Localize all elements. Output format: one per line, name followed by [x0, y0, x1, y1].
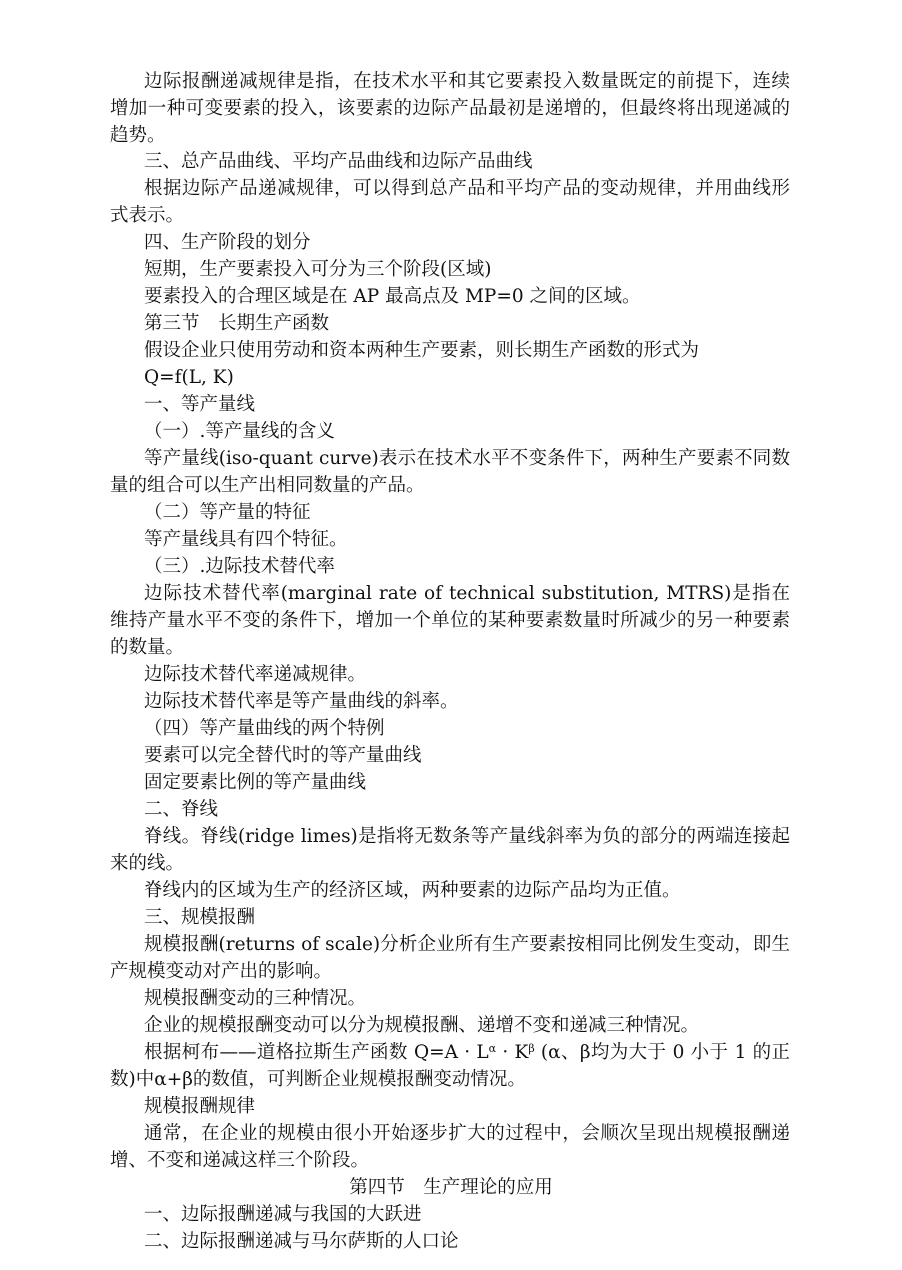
text-rational-region: 要素投入的合理区域是在 AP 最高点及 MP=0 之间的区域。	[144, 286, 641, 307]
text-three-cases: 规模报酬变动的三种情况。	[144, 988, 367, 1009]
alpha-exponent: α	[488, 1042, 497, 1055]
paragraph-cobb-douglas	[110, 1039, 790, 1093]
subheading-mrts: （三）.边际技术替代率	[144, 556, 335, 577]
paragraph-product-curves: 根据边际产品递减规律，可以得到总产品和平均产品的变动规律，并用曲线形式表示。	[110, 178, 790, 226]
heading-isoquant: 一、等产量线	[144, 394, 256, 415]
text-four-features: 等产量线具有四个特征。	[144, 529, 348, 550]
cobb-douglas-text-a: 根据柯布——道格拉斯生产函数 Q=A · L	[144, 1042, 489, 1063]
cobb-douglas-text-b: · K	[496, 1042, 529, 1063]
heading-section-four: 第四节 生产理论的应用	[349, 1177, 553, 1198]
formula-long-run-function: Q=f(L, K)	[144, 367, 234, 388]
paragraph-scale-law: 通常，在企业的规模由很小开始逐步扩大的过程中，会顺次呈现出规模报酬递增、不变和递减这样三个阶段。	[110, 1123, 790, 1171]
text-scale-classification: 企业的规模报酬变动可以分为规模报酬、递增不变和递减三种情况。	[144, 1015, 700, 1036]
paragraph-mrts-definition: 边际技术替代率(marginal rate of technical substitution, MTRS)是指在维持产量水平不变的条件下，增加一个单位的某种要素数量时所减少的另一种要素的数量。	[110, 583, 790, 658]
text-economic-region: 脊线内的区域为生产的经济区域，两种要素的边际产品均为正值。	[144, 880, 681, 901]
text-mrts-diminishing: 边际技术替代率递减规律。	[144, 664, 367, 685]
text-long-run-assumption: 假设企业只使用劳动和资本两种生产要素，则长期生产函数的形式为	[144, 340, 700, 361]
paragraph-returns-to-scale: 规模报酬(returns of scale)分析企业所有生产要素按相同比例发生变动，即生产规模变动对产出的影响。	[110, 934, 790, 982]
paragraph-isoquant-definition: 等产量线(iso-quant curve)表示在技术水平不变条件下，两种生产要素不同数量的组合可以生产出相同数量的产品。	[110, 448, 790, 496]
beta-exponent: β	[528, 1042, 535, 1055]
text-perfect-substitution: 要素可以完全替代时的等产量曲线	[144, 745, 422, 766]
heading-ridge-lines: 二、脊线	[144, 799, 219, 820]
paragraph-ridge-definition: 脊线。脊线(ridge limes)是指将无数条等产量线斜率为负的部分的两端连接起来的线。	[110, 826, 790, 874]
heading-product-curves: 三、总产品曲线、平均产品曲线和边际产品曲线	[144, 151, 533, 172]
heading-production-stages: 四、生产阶段的划分	[144, 232, 311, 253]
subheading-isoquant-features: （二）等产量的特征	[144, 502, 311, 523]
text-great-leap: 一、边际报酬递减与我国的大跃进	[144, 1204, 422, 1225]
heading-returns-to-scale: 三、规模报酬	[144, 907, 256, 928]
text-fixed-proportion: 固定要素比例的等产量曲线	[144, 772, 367, 793]
text-mrts-slope: 边际技术替代率是等产量曲线的斜率。	[144, 691, 459, 712]
text-short-run-stages: 短期，生产要素投入可分为三个阶段(区域)	[144, 259, 492, 280]
subheading-special-cases: （四）等产量曲线的两个特例	[144, 718, 385, 739]
heading-scale-law: 规模报酬规律	[144, 1096, 256, 1117]
paragraph-diminishing-returns: 边际报酬递减规律是指，在技术水平和其它要素投入数量既定的前提下，连续增加一种可变要素的投入，该要素的边际产品最初是递增的，但最终将出现递减的趋势。	[110, 71, 790, 146]
heading-section-three: 第三节 长期生产函数	[144, 313, 330, 334]
subheading-isoquant-meaning: （一）.等产量线的含义	[144, 421, 335, 442]
text-malthus: 二、边际报酬递减与马尔萨斯的人口论	[144, 1231, 459, 1252]
cobb-douglas-text-c: (α、β均为大于 0 小于 1 的正数)中α+β的数值，可判断企业规模报酬变动情况。	[110, 1042, 790, 1090]
